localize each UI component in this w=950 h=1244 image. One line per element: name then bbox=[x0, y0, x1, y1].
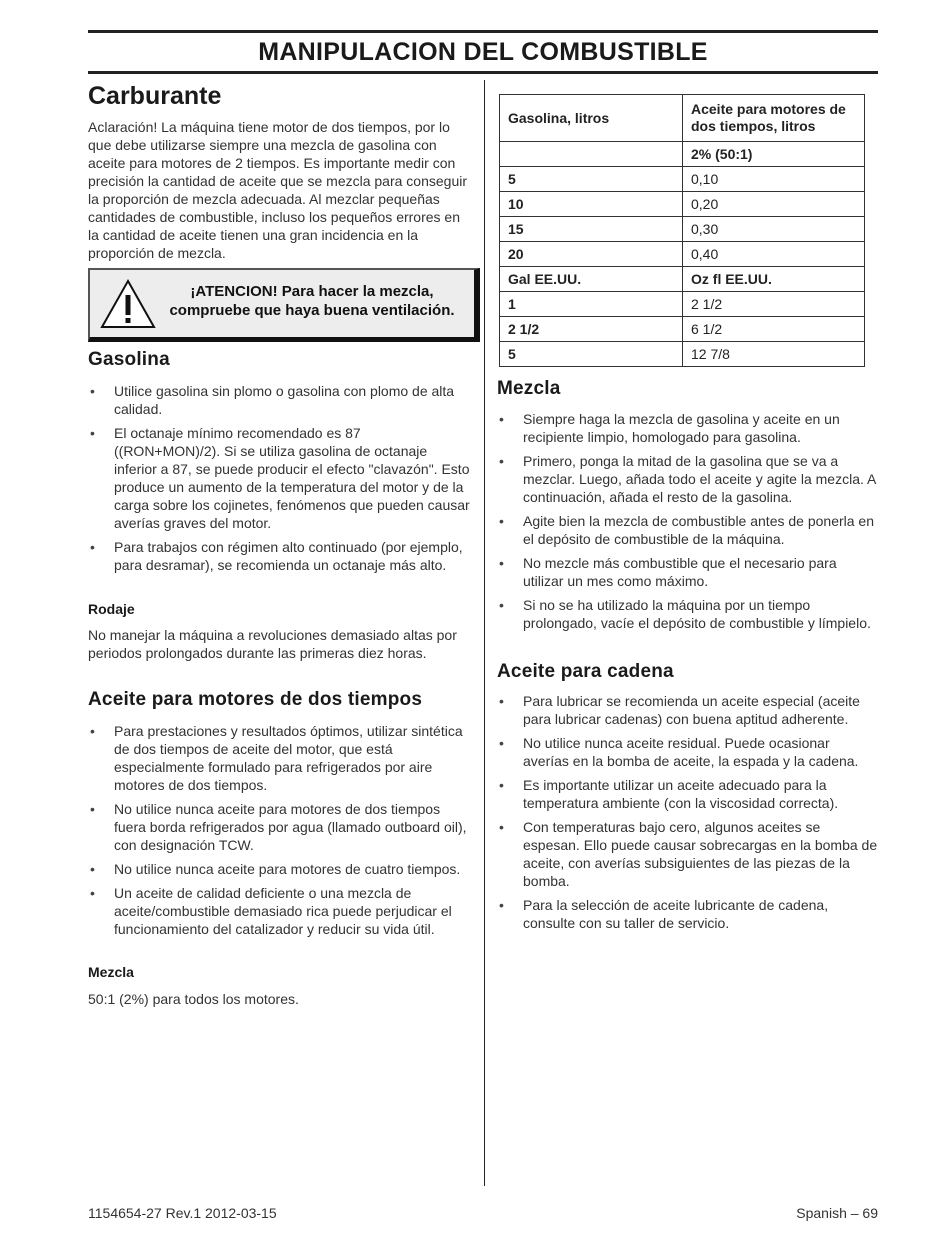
table-cell: 6 1/2 bbox=[683, 317, 865, 342]
table-ratio-cell: 2% (50:1) bbox=[683, 142, 865, 167]
table-us-header-right: Oz fl EE.UU. bbox=[683, 267, 865, 292]
list-item-text: Un aceite de calidad deficiente o una mezcla de aceite/combustible demasiado rica puede perjudicar el funcionamiento del catalizador y reducir su vida útil. bbox=[114, 885, 452, 937]
list-item-text: Para trabajos con régimen alto continuado (por ejemplo, para desramar), se recomienda un octanaje más alto. bbox=[114, 539, 463, 573]
carburante-heading: Carburante bbox=[88, 82, 222, 110]
table-cell: 2 1/2 bbox=[500, 317, 683, 342]
warning-line-1: ¡ATENCION! Para hacer la mezcla, bbox=[190, 283, 434, 300]
carburante-text: Aclaración! La máquina tiene motor de dos tiempos, por lo que debe utilizarse siempre una mezcla de gasolina con aceite para motores de 2 tiempos. Es importante medir con precisión la cantidad de aceite que se mezcla para conseguir la proporción de mezcla adecuada. Al mezclar pequeñas cantidades de combustible, incluso los pequeños errores en la cantidad de aceite tienen una gran incidencia en la proporción de mezcla. bbox=[88, 119, 468, 261]
list-item bbox=[88, 884, 470, 938]
bullet-dot: • bbox=[499, 735, 504, 751]
list-item bbox=[88, 860, 470, 878]
warning-box bbox=[88, 268, 480, 342]
bullet-dot: • bbox=[499, 819, 504, 835]
bullet-dot: • bbox=[499, 777, 504, 793]
table-cell: 20 bbox=[500, 242, 683, 267]
list-item bbox=[497, 734, 878, 770]
list-item bbox=[497, 776, 878, 812]
table-row bbox=[500, 167, 865, 192]
gasolina-list bbox=[88, 382, 470, 574]
list-item bbox=[497, 818, 878, 890]
warning-triangle-icon bbox=[100, 278, 156, 330]
rodaje-text: No manejar la máquina a revoluciones demasiado altas por periodos prolongados durante las primeras diez horas. bbox=[88, 627, 457, 661]
table-row bbox=[500, 192, 865, 217]
mezcla-small-heading: Mezcla bbox=[88, 964, 134, 980]
gasolina-heading: Gasolina bbox=[88, 349, 170, 370]
list-item-text: Para la selección de aceite lubricante de cadena, consulte con su taller de servicio. bbox=[523, 897, 829, 931]
table-header-row bbox=[500, 95, 865, 142]
aceite-cadena-list bbox=[497, 692, 878, 932]
table-cell: 0,30 bbox=[683, 217, 865, 242]
bullet-dot: • bbox=[90, 383, 95, 399]
warning-text bbox=[162, 282, 462, 320]
table-header-gasoline: Gasolina, litros bbox=[500, 95, 683, 142]
list-item-text: No mezcle más combustible que el necesario para utilizar un mes como máximo. bbox=[523, 555, 837, 589]
list-item-text: Primero, ponga la mitad de la gasolina que se va a mezclar. Luego, añada todo el aceite y agite la mezcla. A continuación, añada el resto de la gasolina. bbox=[523, 453, 876, 505]
table-header-oil: Aceite para motores de dos tiempos, litros bbox=[683, 95, 865, 142]
warning-line-2: compruebe que haya buena ventilación. bbox=[169, 302, 455, 319]
list-item bbox=[497, 554, 878, 590]
list-item bbox=[497, 410, 878, 446]
list-item-text: No utilice nunca aceite para motores de dos tiempos fuera borda refrigerados por agua (llamado outboard oil), con designación TCW. bbox=[114, 801, 467, 853]
list-item bbox=[88, 424, 470, 532]
list-item-text: No utilice nunca aceite residual. Puede ocasionar averías en la bomba de aceite, la espada y la cadena. bbox=[523, 735, 859, 769]
list-item bbox=[497, 692, 878, 728]
bullet-dot: • bbox=[90, 861, 95, 877]
table-row bbox=[500, 292, 865, 317]
mezcla-small-text: 50:1 (2%) para todos los motores. bbox=[88, 991, 299, 1007]
list-item bbox=[88, 538, 470, 574]
list-item bbox=[88, 382, 470, 418]
bullet-dot: • bbox=[499, 453, 504, 469]
table-row bbox=[500, 317, 865, 342]
table-row bbox=[500, 217, 865, 242]
footer-page-label: Spanish – 69 bbox=[796, 1205, 878, 1221]
list-item bbox=[497, 896, 878, 932]
table-cell: 0,40 bbox=[683, 242, 865, 267]
list-item-text: No utilice nunca aceite para motores de cuatro tiempos. bbox=[114, 861, 461, 877]
bullet-dot: • bbox=[499, 597, 504, 613]
table-cell: 12 7/8 bbox=[683, 342, 865, 367]
table-us-header-left: Gal EE.UU. bbox=[500, 267, 683, 292]
list-item-text: Para lubricar se recomienda un aceite especial (aceite para lubricar cadenas) con buena aptitud adherente. bbox=[523, 693, 860, 727]
bullet-dot: • bbox=[499, 411, 504, 427]
list-item-text: Agite bien la mezcla de combustible antes de ponerla en el depósito de combustible de la máquina. bbox=[523, 513, 874, 547]
mezcla-list bbox=[497, 410, 878, 632]
table-cell: 1 bbox=[500, 292, 683, 317]
bullet-dot: • bbox=[499, 555, 504, 571]
table-cell: 15 bbox=[500, 217, 683, 242]
list-item-text: Con temperaturas bajo cero, algunos aceites se espesan. Ello puede causar sobrecargas en la bomba de aceite, con averías subsiguientes de las piezas de la bomba. bbox=[523, 819, 878, 889]
list-item-text: Siempre haga la mezcla de gasolina y aceite en un recipiente limpio, homologado para gasolina. bbox=[523, 411, 840, 445]
mezcla-heading: Mezcla bbox=[497, 378, 561, 399]
table-cell: 2 1/2 bbox=[683, 292, 865, 317]
bullet-dot: • bbox=[90, 425, 95, 441]
footer-doc-number: 1154654-27 Rev.1 2012-03-15 bbox=[88, 1205, 277, 1221]
table-row bbox=[500, 242, 865, 267]
bullet-dot: • bbox=[90, 723, 95, 739]
aceite-motores-list bbox=[88, 722, 470, 938]
bullet-dot: • bbox=[499, 513, 504, 529]
bullet-dot: • bbox=[499, 897, 504, 913]
table-row bbox=[500, 142, 865, 167]
table-cell: 5 bbox=[500, 167, 683, 192]
aceite-motores-heading: Aceite para motores de dos tiempos bbox=[88, 689, 423, 710]
list-item bbox=[497, 512, 878, 548]
table-cell: 5 bbox=[500, 342, 683, 367]
list-item bbox=[497, 596, 878, 632]
list-item-text: Utilice gasolina sin plomo o gasolina con plomo de alta calidad. bbox=[114, 383, 455, 417]
table-row bbox=[500, 267, 865, 292]
bullet-dot: • bbox=[499, 693, 504, 709]
list-item bbox=[88, 800, 470, 854]
page-title: MANIPULACION DEL COMBUSTIBLE bbox=[258, 38, 708, 66]
list-item-text: Si no se ha utilizado la máquina por un tiempo prolongado, vacíe el depósito de combustible y límpielo. bbox=[523, 597, 871, 631]
table-cell: 10 bbox=[500, 192, 683, 217]
list-item bbox=[88, 722, 470, 794]
column-divider bbox=[484, 80, 485, 1186]
list-item-text: Para prestaciones y resultados óptimos, utilizar sintética de dos tiempos de aceite del motor, que está especialmente formulado para refrigerados por aire motores de dos tiempos. bbox=[114, 723, 463, 793]
list-item bbox=[497, 452, 878, 506]
bullet-dot: • bbox=[90, 885, 95, 901]
rodaje-heading: Rodaje bbox=[88, 601, 135, 617]
page-title-bar bbox=[88, 30, 878, 74]
table-cell: 0,10 bbox=[683, 167, 865, 192]
mixing-table bbox=[499, 94, 865, 367]
table-cell bbox=[500, 142, 683, 167]
list-item-text: El octanaje mínimo recomendado es 87 ((RON+MON)/2). Si se utiliza gasolina de octanaje inferior a 87, se puede producir el efecto "clavazón". Esto produce un aumento de la temperatura del motor y de la carga sobre los cojinetes, fenómenos que pueden causar averías graves del motor. bbox=[114, 425, 470, 531]
bullet-dot: • bbox=[90, 801, 95, 817]
aceite-cadena-heading: Aceite para cadena bbox=[497, 661, 674, 682]
bullet-dot: • bbox=[90, 539, 95, 555]
table-cell: 0,20 bbox=[683, 192, 865, 217]
list-item-text: Es importante utilizar un aceite adecuado para la temperatura ambiente (con la viscosidad correcta). bbox=[523, 777, 839, 811]
table-row bbox=[500, 342, 865, 367]
